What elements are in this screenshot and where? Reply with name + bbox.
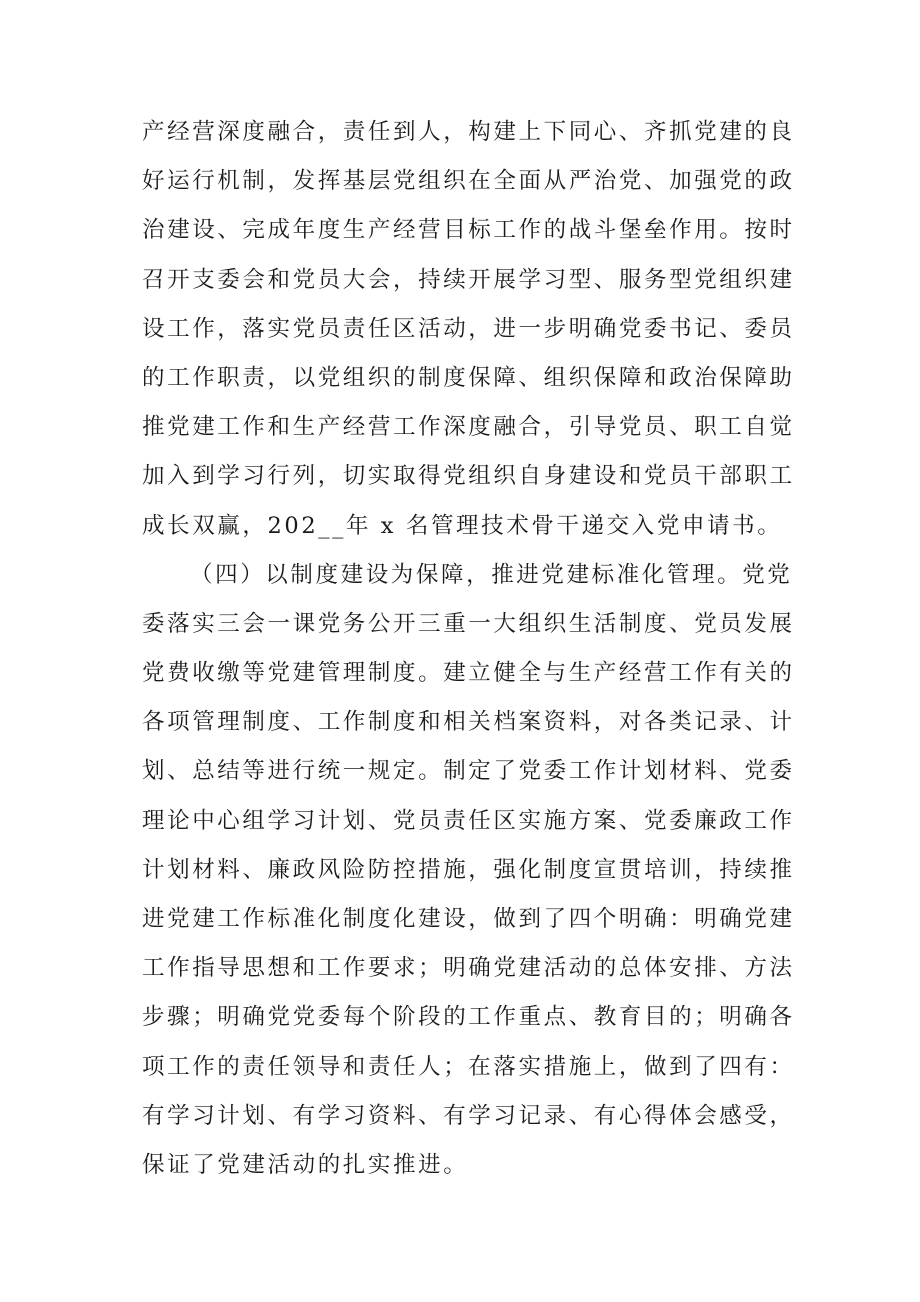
text-line: 各项管理制度、工作制度和相关档案资料，对各类记录、计 (142, 709, 795, 736)
text-line: 推党建工作和生产经营工作深度融合，引导党员、职工自觉 (142, 414, 795, 441)
text-line: 设工作，落实党员责任区活动，进一步明确党委书记、委员 (142, 315, 795, 342)
text-line: 产经营深度融合，责任到人，构建上下同心、齐抓党建的良 (142, 119, 795, 145)
text-line: 项工作的责任领导和责任人；在落实措施上，做到了四有： (142, 1053, 795, 1080)
text-line: 进党建工作标准化制度化建设，做到了四个明确：明确党建 (142, 906, 795, 932)
text-line: 保证了党建活动的扎实推进。 (142, 1151, 469, 1178)
text-line: 的工作职责，以党组织的制度保障、组织保障和政治保障助 (142, 364, 795, 391)
text-line: 委落实三会一课党务公开三重一大组织生活制度、党员发展 (142, 610, 795, 637)
text-line: 有学习计划、有学习资料、有学习记录、有心得体会感受， (142, 1102, 795, 1129)
text-line: 计划材料、廉政风险防控措施，强化制度宣贯培训，持续推 (142, 856, 795, 883)
text-line: 党费收缴等党建管理制度。建立健全与生产经营工作有关的 (142, 660, 795, 687)
text-line: 好运行机制，发挥基层党组织在全面从严治党、加强党的政 (142, 168, 795, 195)
body-text (142, 108, 795, 1190)
text-line: 步骤；明确党党委每个阶段的工作重点、教育目的；明确各 (142, 1004, 795, 1031)
text-line: 召开支委会和党员大会，持续开展学习型、服务型党组织建 (142, 266, 795, 293)
text-line: 理论中心组学习计划、党员责任区实施方案、党委廉政工作 (142, 807, 795, 834)
text-line: 治建设、完成年度生产经营目标工作的战斗堡垒作用。按时 (142, 217, 795, 244)
text-line: 划、总结等进行统一规定。制定了党委工作计划材料、党委 (142, 758, 795, 785)
section-heading-line: （四）以制度建设为保障，推进党建标准化管理。党党 (190, 561, 793, 588)
text-line: 加入到学习行列，切实取得党组织自身建设和党员干部职工 (142, 463, 795, 490)
text-line: 工作指导思想和工作要求；明确党建活动的总体安排、方法 (142, 955, 795, 982)
text-line: 成长双赢，202__年 x 名管理技术骨干递交入党申请书。 (142, 512, 783, 539)
